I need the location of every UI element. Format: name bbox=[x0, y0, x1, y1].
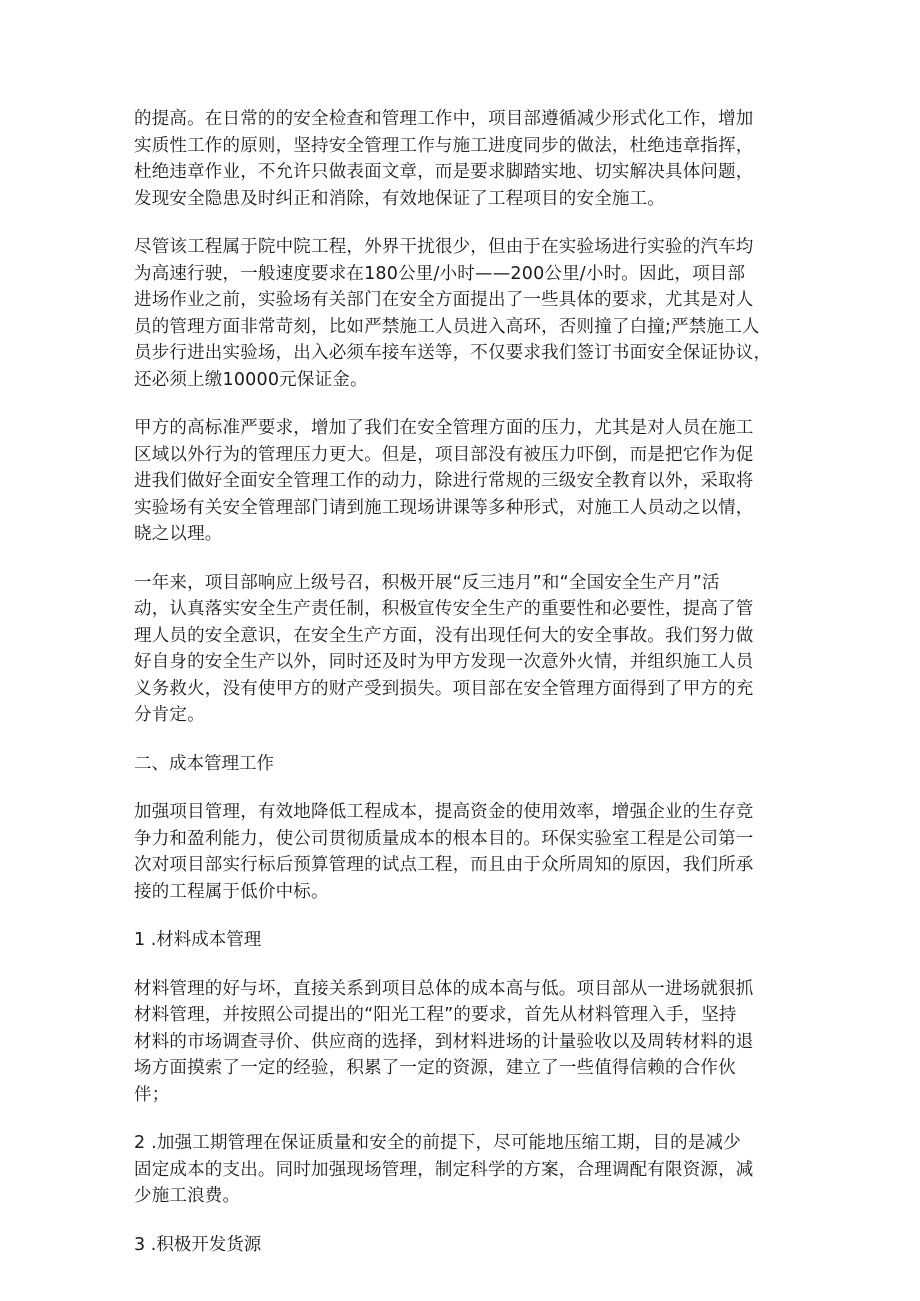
text-line: 伴； bbox=[134, 1084, 170, 1105]
text-line: 甲方的高标准严要求，增加了我们在安全管理方面的压力，尤其是对人员在施工 bbox=[134, 418, 754, 438]
text-line: 区域以外行为的管理压力更大。但是，项目部没有被压力吓倒，而是把它作为促 bbox=[134, 444, 754, 465]
text-line: 进我们做好全面安全管理工作的动力，除进行常规的三级安全教育以外，采取将 bbox=[134, 471, 754, 491]
heading-text: 3 .积极开发货源 bbox=[134, 1234, 262, 1255]
text-line: 的提高。在日常的的安全检查和管理工作中，项目部遵循减少形式化工作，增加 bbox=[134, 109, 754, 129]
text-line: 动，认真落实安全生产责任制，积极宣传安全生产的重要性和必要性，提高了管 bbox=[134, 599, 754, 619]
text-line: 杜绝违章作业，不允许只做表面文章，而是要求脚踏实地、切实解决具体问题， bbox=[134, 162, 754, 182]
text-line: 材料管理的好与坏，直接关系到项目总体的成本高与低。项目部从一进场就狠抓 bbox=[134, 978, 754, 999]
text-line: 尽管该工程属于院中院工程，外界干扰很少，但由于在实验场进行实验的汽车均 bbox=[134, 237, 754, 257]
text-line: 晓之以理。 bbox=[134, 524, 223, 544]
subheading-material-cost bbox=[134, 927, 789, 954]
text-line: 加强项目管理，有效地降低工程成本，提高资金的使用效率，增强企业的生存竞 bbox=[134, 802, 754, 822]
text-line: 员的管理方面非常苛刻，比如严禁施工人员进入高环，否则撞了白撞;严禁施工人 bbox=[134, 316, 760, 337]
paragraph-cost-intro bbox=[134, 799, 789, 905]
heading-text: 二、成本管理工作 bbox=[134, 753, 274, 774]
paragraph-year-review bbox=[134, 570, 789, 729]
text-line: 实质性工作的原则，坚持安全管理工作与施工进度同步的做法，杜绝违章指挥， bbox=[134, 135, 754, 156]
text-line: 进场作业之前，实验场有关部门在安全方面提出了一些具体的要求，尤其是对人 bbox=[134, 290, 754, 310]
text-line: 员步行进出实验场，出入必须车接车送等，不仅要求我们签订书面安全保证协议， bbox=[134, 343, 772, 363]
text-line: 发现安全隐患及时纠正和消除，有效地保证了工程项目的安全施工。 bbox=[134, 188, 665, 209]
document-body bbox=[134, 106, 789, 1258]
text-line: 场方面摸索了一定的经验，积累了一定的资源，建立了一些值得信赖的合作伙 bbox=[134, 1058, 736, 1078]
text-line: 接的工程属于低价中标。 bbox=[134, 881, 329, 902]
text-line: 2 .加强工期管理在保证质量和安全的前提下，尽可能地压缩工期，目的是减少 bbox=[134, 1133, 741, 1153]
text-line: 争力和盈利能力，使公司贯彻质量成本的根本目的。环保实验室工程是公司第一 bbox=[134, 828, 754, 849]
subheading-sourcing bbox=[134, 1232, 789, 1259]
paragraph-schedule-management bbox=[134, 1130, 789, 1210]
text-line: 固定成本的支出。同时加强现场管理，制定科学的方案，合理调配有限资源，减 bbox=[134, 1159, 754, 1180]
text-line: 一年来，项目部响应上级号召，积极开展“反三违月”和“全国安全生产月”活 bbox=[134, 572, 720, 593]
section-heading-cost-management bbox=[134, 751, 789, 778]
text-line: 材料管理，并按照公司提出的“阳光工程”的要求，首先从材料管理入手，坚持 bbox=[134, 1005, 737, 1025]
paragraph-high-standards bbox=[134, 415, 789, 548]
text-line: 义务救火，没有使甲方的财产受到损失。项目部在安全管理方面得到了甲方的充 bbox=[134, 678, 754, 699]
text-line: 少施工浪费。 bbox=[134, 1186, 241, 1206]
heading-text: 1 .材料成本管理 bbox=[134, 930, 262, 950]
text-line: 材料的市场调查寻价、供应商的选择，到材料进场的计量验收以及周转材料的退 bbox=[134, 1031, 754, 1052]
paragraph-material-management bbox=[134, 976, 789, 1109]
text-line: 分肯定。 bbox=[134, 705, 205, 725]
text-line: 理人员的安全意识，在安全生产方面，没有出现任何大的安全事故。我们努力做 bbox=[134, 625, 754, 646]
text-line: 好自身的安全生产以外，同时还及时为甲方发现一次意外火情，并组织施工人员 bbox=[134, 652, 754, 672]
text-line: 次对项目部实行标后预算管理的试点工程，而且由于众所周知的原因，我们所承 bbox=[134, 855, 754, 875]
text-line: 实验场有关安全管理部门请到施工现场讲课等多种形式，对施工人员动之以情， bbox=[134, 497, 754, 518]
text-line: 还必须上缴10000元保证金。 bbox=[134, 369, 368, 390]
paragraph-safety-checks bbox=[134, 106, 789, 212]
paragraph-test-site-requirements bbox=[134, 234, 789, 393]
text-line: 为高速行驶，一般速度要求在180公里/小时——200公里/小时。因此，项目部 bbox=[134, 263, 746, 284]
